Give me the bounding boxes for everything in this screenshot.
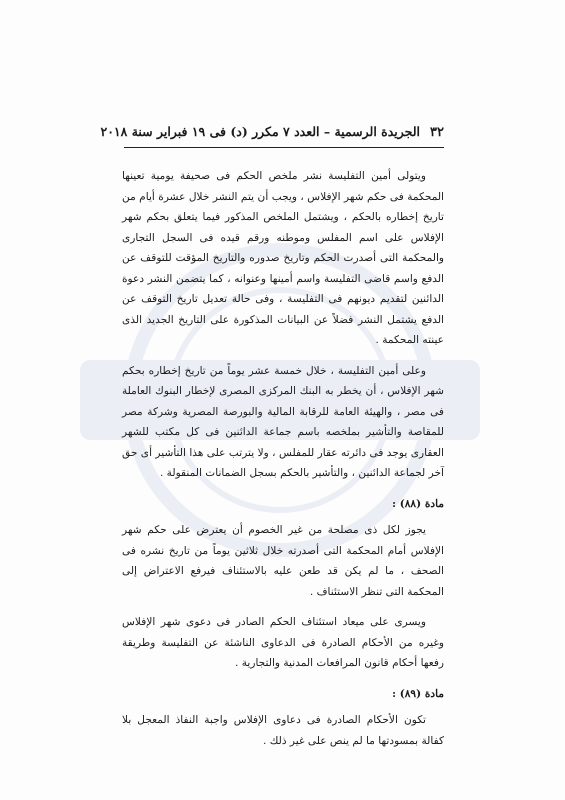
header-divider [124,147,444,148]
page-number: ٣٢ [430,125,444,140]
paragraph-enforcement: تكون الأحكام الصادرة فى دعاوى الإفلاس واجبة النفاذ المعجل بلا كفالة بمسودتها ما لم ينص على غير ذلك . [122,714,444,747]
document-body [122,166,444,751]
paragraph-appeal: ويسرى على ميعاد استئناف الحكم الصادر فى دعوى شهر الإفلاس وغيره من الأحكام الصادرة فى الدعاوى الناشئة عن التفليسة وطريقة رفعها أحكام قانون المرافعات المدنية والتجارية . [122,616,444,669]
paragraph-notification: وعلى أمين التفليسة ، خلال خمسة عشر يوماً من تاريخ إخطاره بحكم شهر الإفلاس ، أن يخطر به البنك المركزى المصرى لإخطار البنوك العاملة فى مصر ، والهيئة العامة للرقابة المالية والبورصة المصرية وشركة مصر للمقاصة والتأشير بملخصه باسم جماعة الدائنين فى كل مكتب للشهر العقارى يوجد فى دائرته عقار للمفلس ، ولا يترتب على هذا التأشير أى حق آخر لجماعة الدائنين ، والتأشير بالحكم بسجل الضمانات المنقولة . [122,364,444,479]
paragraph-publication: ويتولى أمين التفليسة نشر ملخص الحكم فى صحيفة يومية تعينها المحكمة فى حكم شهر الإفلاس ، ويجب أن يتم النشر خلال عشرة أيام من تاريخ إخطاره بالحكم ، ويشتمل الملخص المذكور فيما يتعلق بحكم شهر الإفلاس على اسم المفلس وموطنه ورقم قيده فى السجل التجارى والمحكمة التى أصدرت الحكم وتاريخ صدوره والتاريخ المؤقت للتوقف عن الدفع واسم قاضى التفليسة واسم أمينها وعنوانه ، كما يتضمن النشر دعوة الدائنين لتقديم ديونهم فى التفليسة ، وفى حالة تعديل تاريخ التوقف عن الدفع يشتمل النشر فضلاً عن البيانات المذكورة على التاريخ الجديد الذى عينته المحكمة . [122,170,444,346]
article-89-heading: مادة (٨٩) : [392,687,444,700]
article-88-heading: مادة (٨٨) : [392,497,444,510]
page-header [100,124,444,140]
gazette-title: الجريدة الرسمية – العدد ٧ مكرر (د) فى ١٩ فبراير سنة ٢٠١٨ [100,124,421,139]
paragraph-objection: يجوز لكل ذى مصلحة من غير الخصوم أن يعترض على حكم شهر الإفلاس أمام المحكمة التى أصدرته خلال ثلاثين يوماً من تاريخ نشره فى الصحف ، ما لم يكن قد طعن عليه بالاستئناف فيرفع الاعتراض إلى المحكمة التى تنظر الاستئناف . [122,524,444,598]
